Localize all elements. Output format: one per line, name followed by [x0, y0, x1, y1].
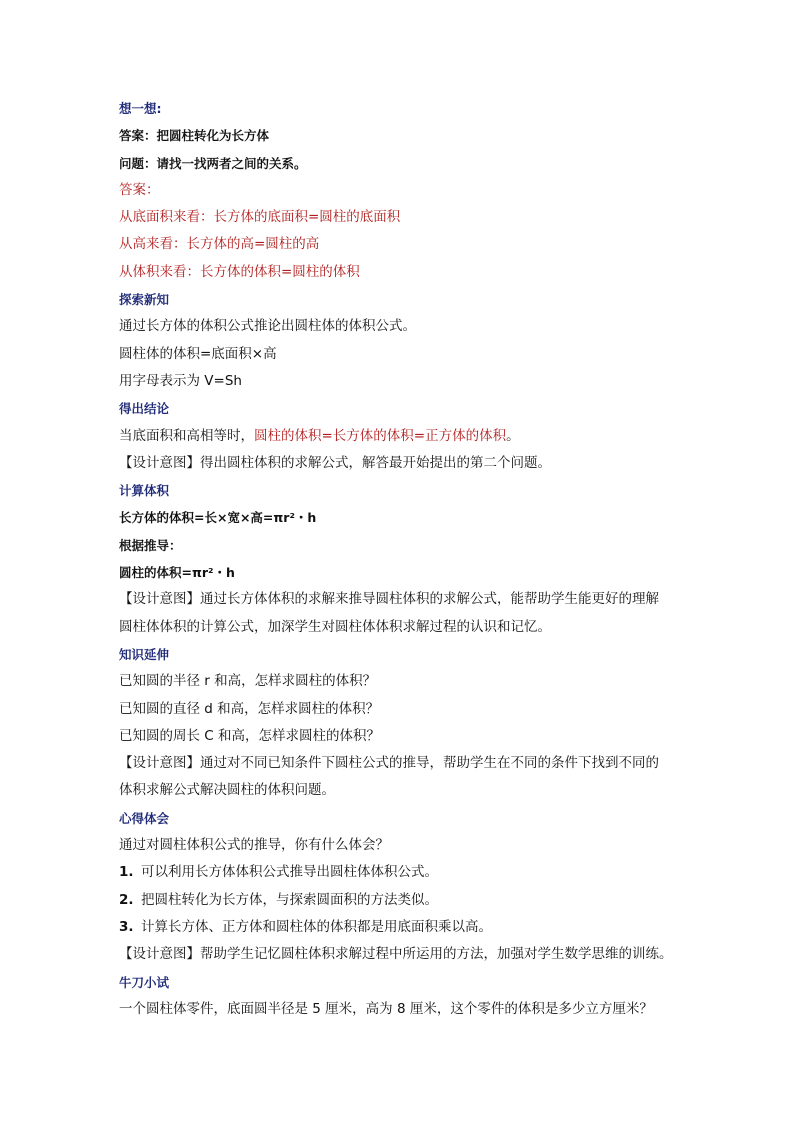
reflect-design-intent: 【设计意图】帮助学生记忆圆柱体积求解过程中所运用的方法，加强对学生数学思维的训练。 [119, 946, 673, 963]
practice-problem: 一个圆柱体零件，底面圆半径是 5 厘米，高为 8 厘米，这个零件的体积是多少立方厘米？ [119, 1000, 653, 1017]
extend-heading: 知识延伸 [119, 646, 170, 662]
reflect-question: 通过对圆柱体积公式的推导，你有什么体会？ [119, 837, 389, 854]
relation-base-area: 从底面积来看：长方体的底面积=圆柱的底面积 [119, 209, 401, 226]
think-heading: 想一想: [119, 101, 162, 116]
think-question: 问题：请找一找两者之间的关系。 [119, 155, 307, 171]
document-body [119, 95, 679, 1023]
derivation-label: 根据推导： [119, 537, 182, 553]
think-answer: 答案：把圆柱转化为长方体 [119, 128, 270, 144]
conclusion-prefix: 当底面积和高相等时， [119, 427, 254, 444]
list-text: 计算长方体、正方体和圆柱体的体积都是用底面积乘以高。 [141, 918, 492, 935]
list-text: 可以利用长方体体积公式推导出圆柱体体积公式。 [141, 864, 438, 881]
reflect-heading: 心得体会 [119, 810, 170, 826]
extend-question: 已知圆的半径 r 和高，怎样求圆柱的体积？ [119, 673, 377, 690]
think-answer-label: 答案： [119, 181, 160, 198]
cylinder-volume-formula: 圆柱的体积=πr²・h [119, 565, 235, 581]
conclusion-design-intent: 【设计意图】得出圆柱体积的求解公式，解答最开始提出的第二个问题。 [119, 454, 551, 471]
list-text: 把圆柱转化为长方体，与探索圆面积的方法类似。 [141, 891, 438, 908]
explore-heading: 探索新知 [119, 292, 170, 308]
calculate-design-intent-cont: 圆柱体体积的计算公式，加深学生对圆柱体体积求解过程的认识和记忆。 [119, 618, 551, 635]
explore-line: 用字母表示为 V=Sh [119, 372, 242, 389]
reflect-list-item [119, 887, 679, 914]
explore-line: 圆柱体的体积=底面积×高 [119, 345, 277, 362]
extend-design-intent: 【设计意图】通过对不同已知条件下圆柱公式的推导，帮助学生在不同的条件下找到不同的 [119, 755, 659, 772]
extend-question: 已知圆的周长 C 和高，怎样求圆柱的体积？ [119, 727, 381, 744]
conclusion-highlight: 圆柱的体积=长方体的体积=正方体的体积 [254, 427, 507, 444]
list-number: 1. [119, 864, 134, 881]
calculate-heading: 计算体积 [119, 483, 170, 499]
relation-volume: 从体积来看：长方体的体积=圆柱的体积 [119, 263, 360, 280]
extend-question: 已知圆的直径 d 和高，怎样求圆柱的体积？ [119, 700, 380, 717]
list-number: 2. [119, 891, 134, 908]
extend-design-intent-cont: 体积求解公式解决圆柱的体积问题。 [119, 782, 335, 799]
relation-height: 从高来看：长方体的高=圆柱的高 [119, 236, 320, 253]
conclusion-heading: 得出结论 [119, 401, 170, 417]
calculate-design-intent: 【设计意图】通过长方体体积的求解来推导圆柱体积的求解公式，能帮助学生能更好的理解 [119, 591, 659, 608]
conclusion-statement [119, 423, 679, 450]
cuboid-volume-formula: 长方体的体积=长×宽×高=πr²・h [119, 510, 317, 526]
reflect-list-item [119, 914, 679, 941]
conclusion-suffix: 。 [506, 427, 520, 444]
practice-heading: 牛刀小试 [119, 974, 170, 990]
reflect-list-item [119, 859, 679, 886]
list-number: 3. [119, 918, 134, 935]
explore-line: 通过长方体的体积公式推论出圆柱体的体积公式。 [119, 318, 416, 335]
